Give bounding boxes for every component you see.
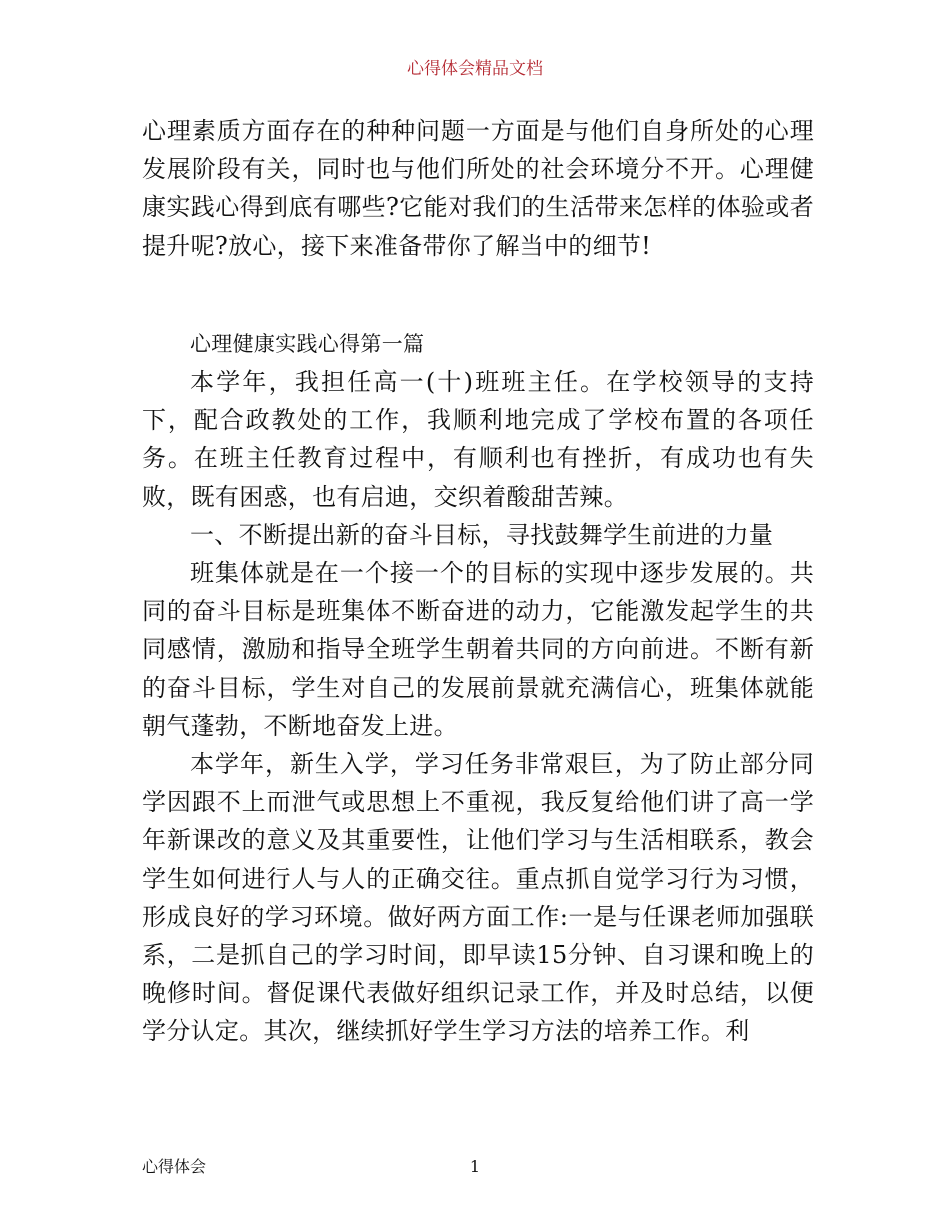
document-body — [142, 112, 814, 1051]
section-heading-1: 一、不断提出新的奋斗目标，寻找鼓舞学生前进的力量 — [190, 520, 774, 549]
page-header-title: 心得体会精品文档 — [407, 59, 543, 79]
body-paragraph-2: 班集体就是在一个接一个的目标的实现中逐步发展的。共同的奋斗目标是班集体不断奋进的动力，它能激发起学生的共同感情，激励和指导全班学生朝着共同的方向前进。不断有新的奋斗目标，学生对自己的发展前景就充满信心，班集体就能朝气蓬勃，不断地奋发上进。 — [142, 559, 814, 740]
body-paragraph-3: 本学年，新生入学，学习任务非常艰巨，为了防止部分同学因跟不上而泄气或思想上不重视，我反复给他们讲了高一学年新课改的意义及其重要性，让他们学习与生活相联系，教会学生如何进行人与人的正确交往。重点抓自觉学习行为习惯，形成良好的学习环境。做好两方面工作:一是与任课老师加强联系，二是抓自己的学习时间，即早读15分钟、自习课和晚上的晚修时间。督促课代表做好组织记录工作，并及时总结，以便学分认定。其次，继续抓好学生学习方法的培养工作。利 — [142, 750, 814, 1046]
section-title: 心理健康实践心得第一篇 — [190, 331, 425, 356]
intro-paragraph: 心理素质方面存在的种种问题一方面是与他们自身所处的心理发展阶段有关，同时也与他们所处的社会环境分不开。心理健康实践心得到底有哪些?它能对我们的生活带来怎样的体验或者提升呢?放心，接下来准备带你了解当中的细节! — [142, 117, 814, 260]
footer-label: 心得体会 — [142, 1157, 207, 1176]
page-footer — [0, 1156, 950, 1180]
page-number: 1 — [469, 1157, 481, 1176]
body-paragraph-1: 本学年，我担任高一(十)班班主任。在学校领导的支持下，配合政教处的工作，我顺利地完成了学校布置的各项任务。在班主任教育过程中，有顺利也有挫折，有成功也有失败，既有困惑，也有启迪，交织着酸甜苦辣。 — [142, 368, 814, 511]
